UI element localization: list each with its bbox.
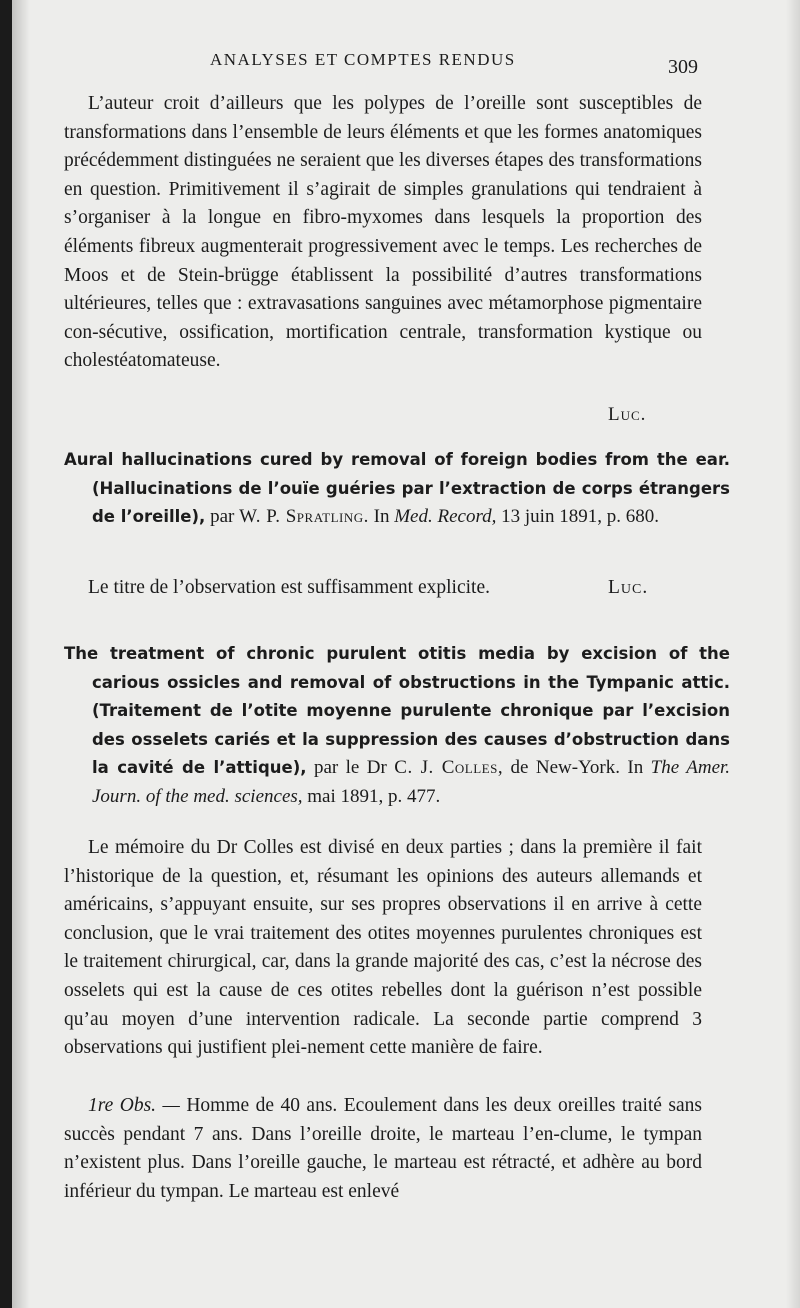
entry-date: 13 juin 1891, p. 680. (501, 506, 659, 528)
entry-comment-line (88, 574, 708, 603)
treatment-title: The treatment of chronic purulent otitis media by excision of the carious ossicles and removal of obstructions in the Tympanic attic. (64, 644, 730, 692)
entry-comment: Le titre de l’observation est suffisamment explicite. (88, 577, 490, 598)
treatment-date: mai 1891, p. 477. (307, 785, 441, 807)
entry-signature: Luc. (608, 577, 649, 598)
page-number: 309 (668, 56, 698, 78)
entry-journal: Med. Record, (394, 506, 497, 528)
entry-author: W. P. Spratling. (239, 506, 369, 528)
treatment-paragraph: Le mémoire du Dr Colles est divisé en deux parties ; dans la première il fait l’historique de la question, et, résumant les opinions des auteurs allemands et américains, s’appuyant ensuite, sur ses propres observations il en arrive à cette conclusion, que le vrai traitement des otites moyennes purulentes chroniques est le traitement chirurgical, car, dans la grande majorité des cas, c’est la nécrose des osselets qui est la cause de ces otites rebelles dont la guérison n’est possible qu’au moyen d’une intervention radicale. La seconde partie comprend 3 observations qui justifient plei-nement cette manière de faire. (64, 837, 702, 1059)
treatment-journal: The Amer. Journ. of the med. sciences, (92, 757, 731, 807)
review-signature: Luc. (608, 404, 647, 425)
entry-in: In (373, 506, 390, 528)
entry-title: Aural hallucinations cured by removal of foreign bodies from the ear. (64, 450, 730, 469)
treatment-by: par le (313, 757, 360, 779)
observation-paragraph (64, 1092, 702, 1206)
review-paragraph: L’auteur croit d’ailleurs que les polypes de l’oreille sont susceptibles de transformations dans l’ensemble de leurs éléments et que les formes anatomiques précédemment distinguées ne seraient que les diverses étapes des transformations en question. Primitivement il s’agirait de simples granulations qui tendraient à s’organiser à la longue en fibro-myxomes dans lesquels la proportion des éléments fibreux augmenterait progressivement avec le temps. Les recherches de Moos et de Stein-brügge établissent la possibilité d’autres transformations ultérieures, telles que : extravasations sanguines avec métamorphose pigmentaire con-sécutive, ossification, mortification centrale, transformation kystique ou cholestéatomateuse. (64, 93, 702, 372)
page (12, 0, 800, 1308)
bibliographic-entry-treatment (64, 640, 730, 812)
treatment-french-title: (Traitement de l’otite moyenne purulente chronique par l’excision des osselets cariés et la suppression des causes d’obstruction dans la cavité de l’attique), (92, 701, 730, 778)
bibliographic-entry-aural (64, 446, 730, 532)
treatment-author: C. J. Colles, (394, 757, 504, 779)
treatment-place: de New-York. In (510, 757, 644, 779)
treatment-dr: Dr (366, 757, 387, 779)
running-header (12, 50, 800, 80)
observation-text: Homme de 40 ans. Ecoulement dans les deux oreilles traité sans succès pendant 7 ans. Dans l’oreille droite, le marteau l’en-clume, le tympan n’existent plus. Dans l’oreille gauche, le marteau est rétracté, et adhère au bord inférieur du tympan. Le marteau est enlevé (64, 1095, 703, 1202)
entry-by: par (210, 506, 235, 528)
observation-label: 1re Obs. — (88, 1095, 180, 1116)
running-title: ANALYSES ET COMPTES RENDUS (210, 50, 516, 69)
entry-french-title: (Hallucinations de l’ouïe guéries par l’extraction de corps étrangers de l’oreille), (92, 478, 730, 527)
